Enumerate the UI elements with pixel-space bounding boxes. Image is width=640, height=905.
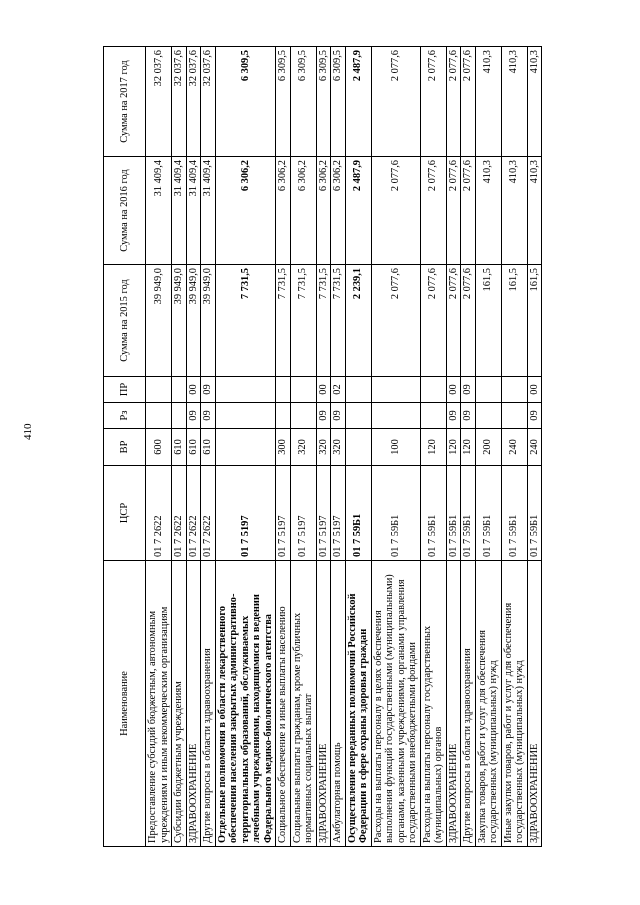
cell-name: ЗДРАВООХРАНЕНИЕ (316, 561, 331, 847)
cell-name: Закупка товаров, работ и услуг для обеспечения государственных (муниципальных) нужд (475, 561, 501, 847)
cell-pr (172, 377, 187, 403)
cell-csr: 01 7 59Б1 (527, 466, 542, 561)
cell-sum-2017: 32 037,6 (146, 47, 172, 157)
cell-sum-2015: 2 077,6 (420, 265, 446, 377)
table-body (146, 47, 542, 847)
cell-sum-2015: 7 731,5 (290, 265, 316, 377)
cell-sum-2016: 31 409,4 (146, 157, 172, 265)
cell-sum-2016: 2 077,6 (371, 157, 420, 265)
budget-table (103, 46, 542, 847)
cell-name: Другие вопросы в области здравоохранения (201, 561, 216, 847)
table-row (345, 47, 371, 847)
cell-sum-2017: 410,3 (475, 47, 501, 157)
cell-pr: 00 (316, 377, 331, 403)
cell-pr (276, 377, 291, 403)
cell-sum-2015: 161,5 (501, 265, 527, 377)
cell-name: Амбулаторная помощь (331, 561, 346, 847)
cell-sum-2017: 2 077,6 (420, 47, 446, 157)
cell-vr (345, 429, 371, 466)
cell-vr: 300 (276, 429, 291, 466)
cell-csr: 01 7 5197 (290, 466, 316, 561)
cell-sum-2015: 39 949,0 (186, 265, 201, 377)
table-row (276, 47, 291, 847)
header-csr: ЦСР (104, 466, 146, 561)
cell-csr: 01 7 2622 (186, 466, 201, 561)
cell-pr (345, 377, 371, 403)
cell-sum-2015: 39 949,0 (201, 265, 216, 377)
cell-sum-2016: 410,3 (475, 157, 501, 265)
cell-pr: 00 (446, 377, 461, 403)
table-row (446, 47, 461, 847)
cell-name: Расходы на выплаты персоналу в целях обеспечения выполнения функций государственными (муниципальными) органами, казенными учреждениями, органами управления государственными внебюджетными фондами (371, 561, 420, 847)
cell-rz (172, 403, 187, 429)
cell-vr: 600 (146, 429, 172, 466)
cell-vr: 240 (501, 429, 527, 466)
cell-sum-2016: 6 306,2 (316, 157, 331, 265)
header-sum-2017: Сумма на 2017 год (104, 47, 146, 157)
table-row (501, 47, 527, 847)
cell-rz: 09 (331, 403, 346, 429)
cell-sum-2017: 32 037,6 (201, 47, 216, 157)
cell-csr: 01 7 5197 (276, 466, 291, 561)
cell-sum-2016: 31 409,4 (186, 157, 201, 265)
cell-sum-2016: 410,3 (527, 157, 542, 265)
cell-csr: 01 7 5197 (316, 466, 331, 561)
cell-rz (276, 403, 291, 429)
cell-vr: 200 (475, 429, 501, 466)
table-header-row (104, 47, 146, 847)
cell-sum-2016: 31 409,4 (172, 157, 187, 265)
cell-rz: 09 (446, 403, 461, 429)
cell-csr: 01 7 59Б1 (371, 466, 420, 561)
cell-vr: 320 (290, 429, 316, 466)
cell-vr: 120 (461, 429, 476, 466)
cell-sum-2017: 6 309,5 (276, 47, 291, 157)
header-vr: ВР (104, 429, 146, 466)
cell-pr (420, 377, 446, 403)
cell-name: Расходы на выплаты персоналу государственных (муниципальных) органов (420, 561, 446, 847)
cell-rz: 09 (201, 403, 216, 429)
cell-rz (215, 403, 276, 429)
cell-rz (420, 403, 446, 429)
cell-vr: 610 (186, 429, 201, 466)
cell-rz (290, 403, 316, 429)
cell-rz: 09 (316, 403, 331, 429)
cell-sum-2017: 6 309,5 (215, 47, 276, 157)
table-row (172, 47, 187, 847)
cell-rz: 09 (461, 403, 476, 429)
cell-rz: 09 (186, 403, 201, 429)
cell-csr: 01 7 59Б1 (345, 466, 371, 561)
cell-vr: 100 (371, 429, 420, 466)
cell-name: Субсидии бюджетным учреждениям (172, 561, 187, 847)
cell-csr: 01 7 2622 (201, 466, 216, 561)
cell-vr: 240 (527, 429, 542, 466)
cell-pr (501, 377, 527, 403)
cell-pr: 09 (201, 377, 216, 403)
cell-sum-2015: 39 949,0 (172, 265, 187, 377)
rotated-page-content (103, 47, 571, 847)
cell-rz (371, 403, 420, 429)
cell-name: Другие вопросы в области здравоохранения (461, 561, 476, 847)
cell-sum-2015: 7 731,5 (215, 265, 276, 377)
cell-sum-2017: 6 309,5 (316, 47, 331, 157)
cell-pr (290, 377, 316, 403)
cell-sum-2016: 2 077,6 (420, 157, 446, 265)
header-sum-2016: Сумма на 2016 год (104, 157, 146, 265)
cell-pr: 02 (331, 377, 346, 403)
table-row (475, 47, 501, 847)
cell-rz (345, 403, 371, 429)
cell-pr (371, 377, 420, 403)
cell-vr: 320 (316, 429, 331, 466)
header-pr: ПР (104, 377, 146, 403)
cell-name: Осуществление переданных полномочий Российской Федерации в сфере охраны здоровья граждан (345, 561, 371, 847)
cell-vr (215, 429, 276, 466)
cell-csr: 01 7 5197 (215, 466, 276, 561)
cell-sum-2017: 32 037,6 (172, 47, 187, 157)
cell-sum-2015: 2 077,6 (461, 265, 476, 377)
table-row (146, 47, 172, 847)
cell-pr: 09 (461, 377, 476, 403)
cell-name: ЗДРАВООХРАНЕНИЕ (186, 561, 201, 847)
table-row (461, 47, 476, 847)
cell-pr (146, 377, 172, 403)
cell-rz (501, 403, 527, 429)
cell-sum-2016: 31 409,4 (201, 157, 216, 265)
cell-pr: 00 (527, 377, 542, 403)
cell-sum-2015: 7 731,5 (331, 265, 346, 377)
cell-rz (146, 403, 172, 429)
cell-sum-2017: 6 309,5 (290, 47, 316, 157)
cell-csr: 01 7 2622 (172, 466, 187, 561)
cell-pr: 00 (186, 377, 201, 403)
cell-sum-2016: 2 077,6 (446, 157, 461, 265)
cell-sum-2016: 6 306,2 (276, 157, 291, 265)
cell-sum-2017: 2 077,6 (446, 47, 461, 157)
table-row (420, 47, 446, 847)
cell-pr (215, 377, 276, 403)
table-row (371, 47, 420, 847)
table-row (201, 47, 216, 847)
cell-csr: 01 7 59Б1 (420, 466, 446, 561)
cell-sum-2015: 7 731,5 (276, 265, 291, 377)
cell-sum-2017: 6 309,5 (331, 47, 346, 157)
cell-csr: 01 7 59Б1 (461, 466, 476, 561)
cell-sum-2017: 2 077,6 (461, 47, 476, 157)
header-sum-2015: Сумма на 2015 год (104, 265, 146, 377)
cell-sum-2016: 6 306,2 (215, 157, 276, 265)
page-number: 410 (22, 423, 34, 440)
cell-name: Социальные выплаты гражданам, кроме публичных нормативных социальных выплат (290, 561, 316, 847)
cell-sum-2016: 2 077,6 (461, 157, 476, 265)
cell-sum-2015: 7 731,5 (316, 265, 331, 377)
header-name: Наименование (104, 561, 146, 847)
cell-vr: 120 (420, 429, 446, 466)
cell-sum-2015: 39 949,0 (146, 265, 172, 377)
cell-sum-2017: 410,3 (501, 47, 527, 157)
cell-name: Отдельные полномочия в области лекарственного обеспечения населения закрытых административно-территориальных образований, обслуживаемых лечебными учреждениями, находящимися в ведении Федерального медико-биологического агентства (215, 561, 276, 847)
cell-sum-2016: 410,3 (501, 157, 527, 265)
table-row (215, 47, 276, 847)
cell-sum-2017: 410,3 (527, 47, 542, 157)
cell-name: Иные закупки товаров, работ и услуг для обеспечения государственных (муниципальных) нужд (501, 561, 527, 847)
cell-csr: 01 7 2622 (146, 466, 172, 561)
cell-rz (475, 403, 501, 429)
cell-csr: 01 7 59Б1 (501, 466, 527, 561)
cell-vr: 610 (172, 429, 187, 466)
cell-name: ЗДРАВООХРАНЕНИЕ (446, 561, 461, 847)
cell-sum-2016: 6 306,2 (290, 157, 316, 265)
cell-vr: 320 (331, 429, 346, 466)
cell-name: Социальное обеспечение и иные выплаты населению (276, 561, 291, 847)
cell-csr: 01 7 5197 (331, 466, 346, 561)
cell-sum-2016: 2 487,9 (345, 157, 371, 265)
cell-vr: 120 (446, 429, 461, 466)
cell-name: ЗДРАВООХРАНЕНИЕ (527, 561, 542, 847)
cell-sum-2015: 2 077,6 (371, 265, 420, 377)
cell-name: Предоставление субсидий бюджетным, автономным учреждениям и иным некоммерческим организациям (146, 561, 172, 847)
table-row (290, 47, 316, 847)
cell-sum-2015: 2 077,6 (446, 265, 461, 377)
cell-csr: 01 7 59Б1 (475, 466, 501, 561)
table-row (316, 47, 331, 847)
cell-sum-2017: 2 077,6 (371, 47, 420, 157)
cell-pr (475, 377, 501, 403)
cell-sum-2015: 161,5 (527, 265, 542, 377)
cell-sum-2016: 6 306,2 (331, 157, 346, 265)
cell-rz: 09 (527, 403, 542, 429)
cell-sum-2017: 32 037,6 (186, 47, 201, 157)
cell-vr: 610 (201, 429, 216, 466)
cell-sum-2017: 2 487,9 (345, 47, 371, 157)
header-rz: Рз (104, 403, 146, 429)
cell-sum-2015: 2 239,1 (345, 265, 371, 377)
cell-csr: 01 7 59Б1 (446, 466, 461, 561)
table-row (186, 47, 201, 847)
cell-sum-2015: 161,5 (475, 265, 501, 377)
table-row (331, 47, 346, 847)
table-row (527, 47, 542, 847)
